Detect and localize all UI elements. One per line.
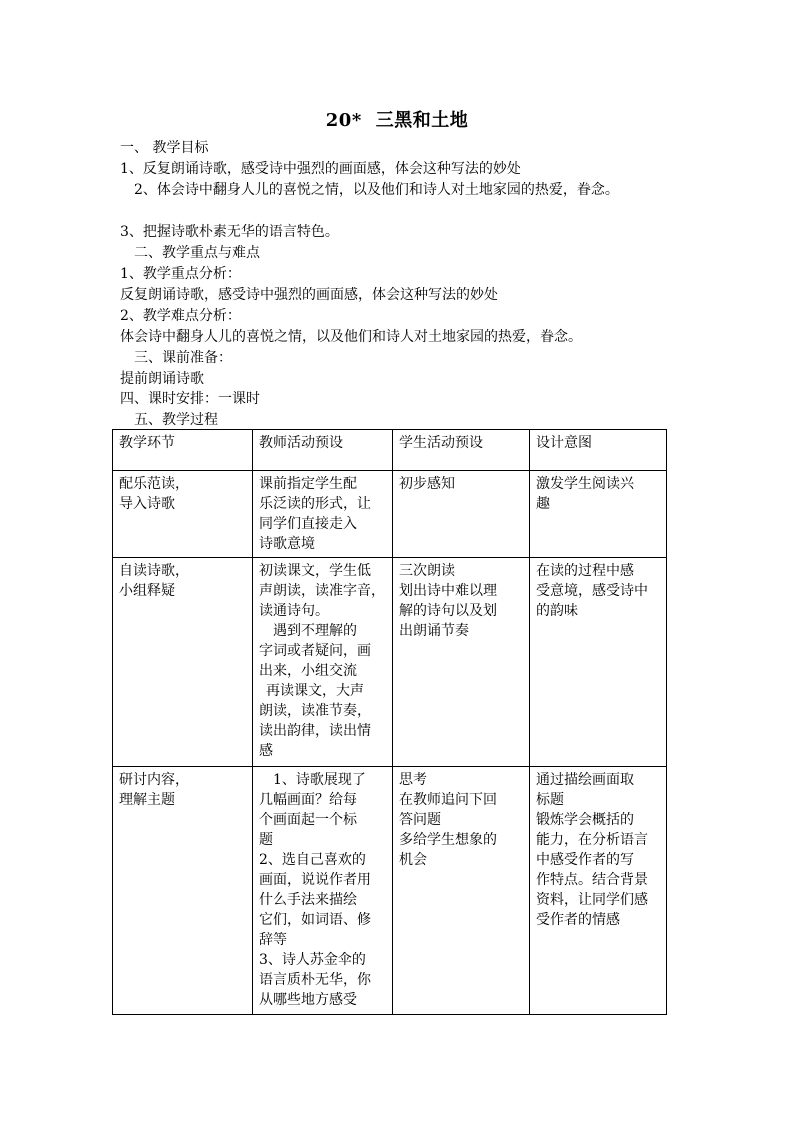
cell-line: 题 — [259, 832, 273, 848]
cell-line: 同学们直接走入 — [259, 516, 357, 532]
table-row — [113, 767, 667, 1015]
cell-line: 受意境，感受诗中 — [536, 583, 648, 599]
cell-line: 朗读，读准节奏， — [259, 703, 371, 719]
design-intent-cell — [530, 471, 667, 558]
cell-line: 1、诗歌展现了 — [273, 772, 366, 788]
cell-line: 几幅画面？给每 — [259, 792, 357, 808]
cell-line: 划出诗中难以理 — [399, 583, 497, 599]
teacher-activity-cell — [253, 558, 393, 767]
key-point-label: 1、教学重点分析： — [120, 266, 241, 282]
cell-line: 通过描绘画面取 — [536, 772, 634, 788]
design-intent-cell — [530, 767, 667, 1015]
cell-line: 个画面起一个标 — [259, 812, 357, 828]
cell-line: 研讨内容， — [119, 772, 189, 788]
cell-line: 3、诗人苏金伞的 — [259, 952, 366, 968]
cell-line: 课前指定学生配 — [259, 476, 357, 492]
stage-cell — [113, 767, 253, 1015]
header-student-activity: 学生活动预设 — [393, 430, 530, 471]
cell-line: 辞等 — [259, 932, 287, 948]
cell-line: 遇到不理解的 — [273, 623, 357, 639]
cell-line: 在教师追问下回 — [399, 792, 497, 808]
design-intent-cell — [530, 558, 667, 767]
objective-2: 2、体会诗中翻身人儿的喜悦之情，以及他们和诗人对土地家园的热爱，眷念。 — [134, 182, 619, 198]
cell-line: 受作者的情感 — [536, 912, 620, 928]
cell-line: 乐泛读的形式，让 — [259, 496, 371, 512]
cell-line: 字词或者疑问，画 — [259, 643, 371, 659]
preparation-text: 提前朗诵诗歌 — [120, 371, 204, 387]
header-teacher-activity: 教师活动预设 — [253, 430, 393, 471]
cell-line: 感 — [259, 743, 273, 759]
cell-line: 答问题 — [399, 812, 441, 828]
section-heading-preparation: 三、课前准备： — [134, 350, 232, 366]
cell-line: 机会 — [399, 852, 427, 868]
cell-line: 标题 — [536, 792, 564, 808]
student-activity-cell — [393, 767, 530, 1015]
cell-line: 在读的过程中感 — [536, 563, 634, 579]
cell-line: 小组释疑 — [119, 583, 175, 599]
student-activity-cell — [393, 558, 530, 767]
section-heading-schedule: 四、课时安排：一课时 — [120, 391, 260, 407]
lesson-title: 三黑和土地 — [375, 110, 469, 131]
cell-line: 2、选自己喜欢的 — [259, 852, 366, 868]
cell-line: 画面，说说作者用 — [259, 872, 371, 888]
cell-line: 三次朗读 — [399, 563, 455, 579]
objective-1: 1、反复朗诵诗歌，感受诗中强烈的画面感，体会这种写法的妙处 — [120, 161, 521, 177]
cell-line: 思考 — [399, 772, 427, 788]
cell-line: 什么手法来描绘 — [259, 892, 357, 908]
cell-line: 资料，让同学们感 — [536, 892, 648, 908]
stage-cell — [113, 558, 253, 767]
cell-line: 语言质朴无华，你 — [259, 972, 371, 988]
cell-line: 读出韵律，读出情 — [259, 723, 371, 739]
cell-line: 理解主题 — [119, 792, 175, 808]
table-row — [113, 471, 667, 558]
key-point-text: 反复朗诵诗歌，感受诗中强烈的画面感，体会这种写法的妙处 — [120, 287, 498, 303]
student-activity-cell — [393, 471, 530, 558]
cell-line: 自读诗歌， — [119, 563, 189, 579]
cell-line: 的韵味 — [536, 603, 578, 619]
cell-line: 它们，如词语、修 — [259, 912, 371, 928]
cell-line: 再读课文，大声 — [266, 683, 364, 699]
cell-line: 能力，在分析语言 — [536, 832, 648, 848]
cell-line: 趣 — [536, 496, 550, 512]
stage-cell — [113, 471, 253, 558]
difficulty-text: 体会诗中翻身人儿的喜悦之情，以及他们和诗人对土地家园的热爱，眷念。 — [120, 329, 582, 345]
teaching-process-table — [112, 429, 667, 1015]
cell-line: 初步感知 — [399, 476, 455, 492]
objective-3: 3、把握诗歌朴素无华的语言特色。 — [120, 224, 339, 240]
cell-line: 出来，小组交流 — [259, 663, 357, 679]
cell-line: 作特点。结合背景 — [536, 872, 648, 888]
table-row — [113, 558, 667, 767]
teacher-activity-cell — [253, 471, 393, 558]
cell-line: 读通诗句。 — [259, 603, 329, 619]
cell-line: 激发学生阅读兴 — [536, 476, 634, 492]
table-header-row — [113, 430, 667, 471]
header-stage: 教学环节 — [113, 430, 253, 471]
section-heading-key-points: 二、教学重点与难点 — [134, 245, 260, 261]
page-title — [0, 106, 794, 132]
header-design-intent: 设计意图 — [530, 430, 667, 471]
cell-line: 声朗读，读准字音， — [259, 583, 385, 599]
cell-line: 中感受作者的写 — [536, 852, 634, 868]
cell-line: 配乐范读， — [119, 476, 189, 492]
cell-line: 诗歌意境 — [259, 536, 315, 552]
cell-line: 初读课文，学生低 — [259, 563, 371, 579]
cell-line: 锻炼学会概括的 — [536, 812, 634, 828]
cell-line: 出朗诵节奏 — [399, 623, 469, 639]
difficulty-label: 2、教学难点分析： — [120, 308, 241, 324]
cell-line: 导入诗歌 — [119, 496, 175, 512]
cell-line: 从哪些地方感受 — [259, 992, 357, 1008]
cell-line: 解的诗句以及划 — [399, 603, 497, 619]
lesson-number: 20* — [325, 110, 362, 131]
cell-line: 多给学生想象的 — [399, 832, 497, 848]
section-heading-process: 五、教学过程 — [134, 412, 218, 428]
teacher-activity-cell — [253, 767, 393, 1015]
section-heading-objectives: 一、 教学目标 — [120, 140, 209, 156]
